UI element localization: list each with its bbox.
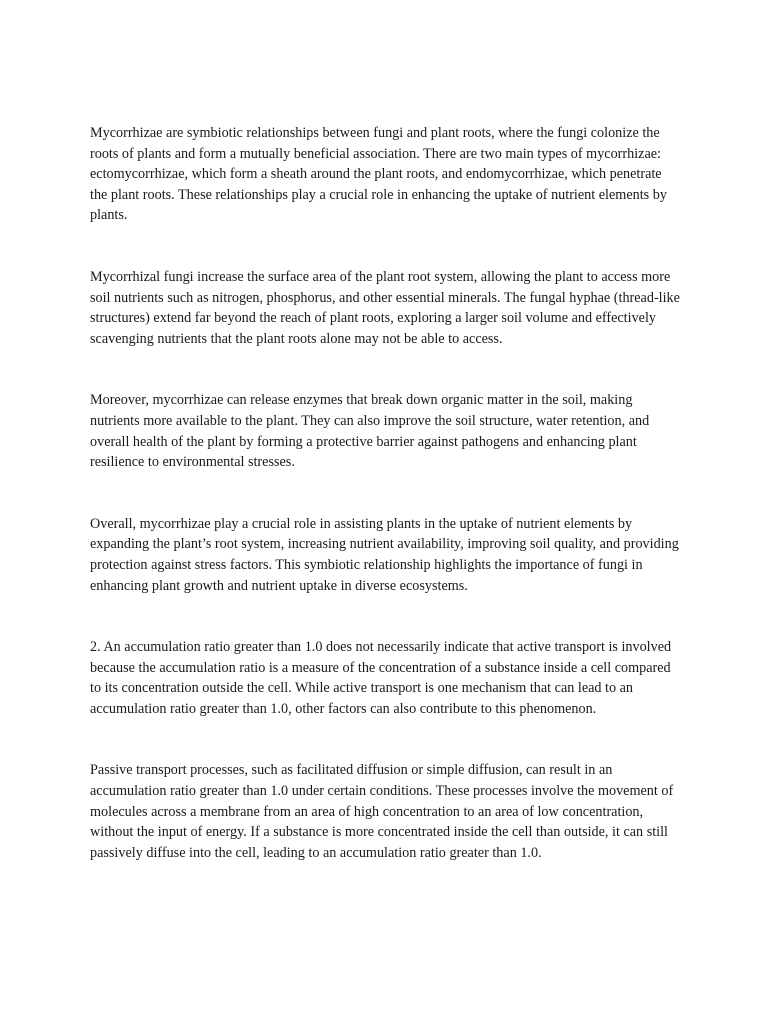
paragraph-mycorrhizae-intro: Mycorrhizae are symbiotic relationships between fungi and plant roots, where the fungi colonize the roots of plants and form a mutually beneficial association. There are two main types of mycorrhizae: ectomycorrhizae, which form a sheath around the plant roots, and endomycorrhizae, which penetrate the plant roots. These relationships play a crucial role in enhancing the uptake of nutrient elements by plants. <box>90 125 667 224</box>
paragraph-surface-area: Mycorrhizal fungi increase the surface area of the plant root system, allowing the plant to access more soil nutrients such as nitrogen, phosphorus, and other essential minerals. The fungal hyphae (thread-like structures) extend far beyond the reach of plant roots, exploring a larger soil volume and effectively scavenging nutrients that the plant roots alone may not be able to access. <box>90 268 680 347</box>
paragraph-overall: Overall, mycorrhizae play a crucial role in assisting plants in the uptake of nutrient elements by expanding the plant’s root system, increasing nutrient availability, improving soil quality, and providing protection against stress factors. This symbiotic relationship highlights the importance of fungi in enhancing plant growth and nutrient uptake in diverse ecosystems. <box>90 515 679 594</box>
document-body <box>90 123 680 863</box>
paragraph-accumulation-ratio: 2. An accumulation ratio greater than 1.0 does not necessarily indicate that active transport is involved because the accumulation ratio is a measure of the concentration of a substance inside a cell compared to its concentration outside the cell. While active transport is one mechanism that can lead to an accumulation ratio greater than 1.0, other factors can also contribute to this phenomenon. <box>90 639 672 717</box>
paragraph-enzymes: Moreover, mycorrhizae can release enzymes that break down organic matter in the soil, making nutrients more available to the plant. They can also improve the soil structure, water retention, and overall health of the plant by forming a protective barrier against pathogens and enhancing plant resilience to environmental stresses. <box>90 392 650 471</box>
paragraph-passive-transport: Passive transport processes, such as facilitated diffusion or simple diffusion, can result in an accumulation ratio greater than 1.0 under certain conditions. These processes involve the movement of molecules across a membrane from an area of high concentration to an area of low concentration, without the input of energy. If a substance is more concentrated inside the cell than outside, it can still passively diffuse into the cell, leading to an accumulation ratio greater than 1.0. <box>90 762 674 861</box>
